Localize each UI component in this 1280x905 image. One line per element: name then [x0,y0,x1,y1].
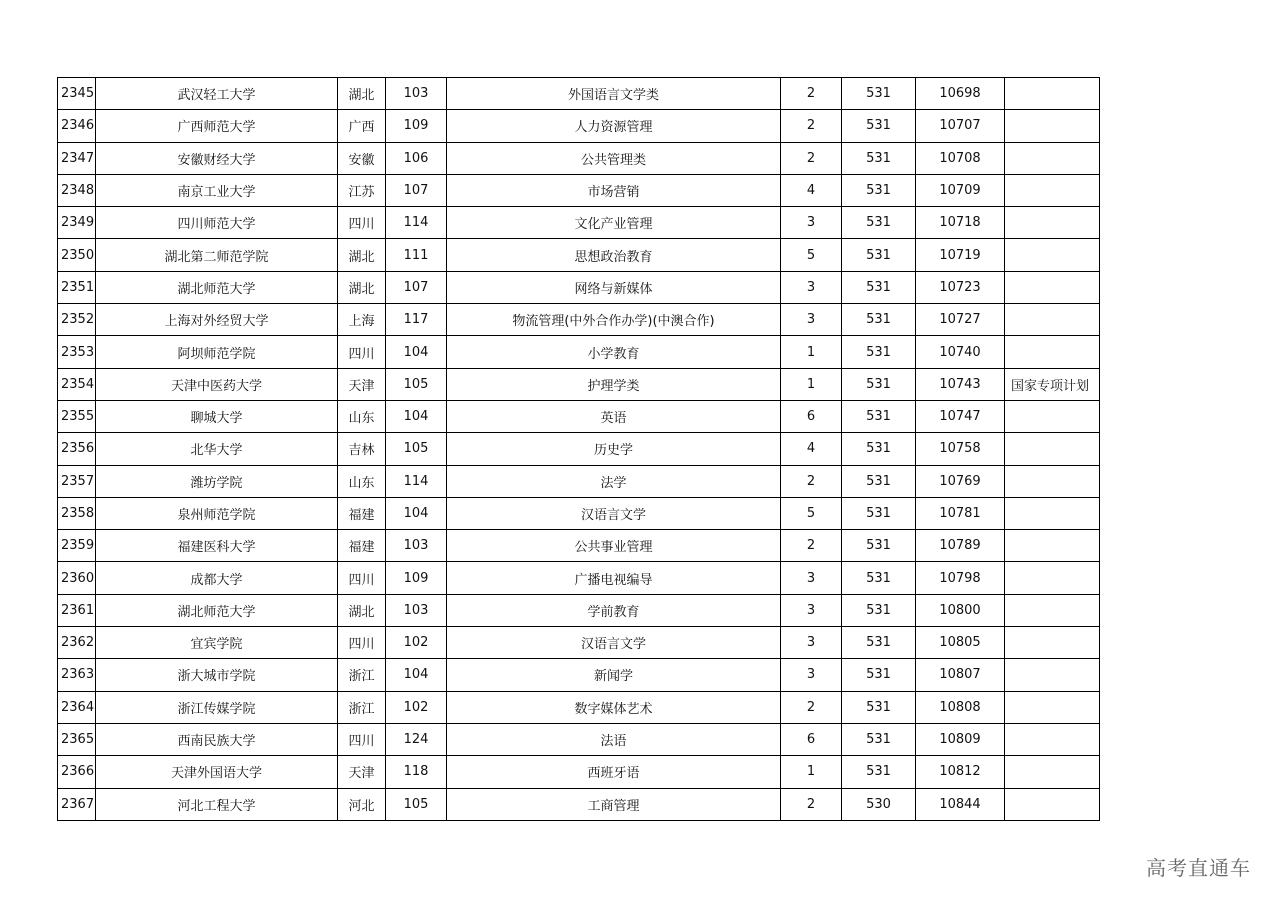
school-name-cell: 湖北第二师范学院 [96,239,338,271]
note-cell [1005,562,1100,594]
group-code-cell: 109 [386,562,447,594]
major-name-cell: 学前教育 [447,594,781,626]
score-cell: 531 [842,756,916,788]
province-cell: 湖北 [338,594,386,626]
row-number-cell: 2348 [58,174,96,206]
major-name-cell: 护理学类 [447,368,781,400]
school-code-cell: 10718 [916,207,1005,239]
note-cell [1005,530,1100,562]
major-name-cell: 网络与新媒体 [447,271,781,303]
row-number-cell: 2352 [58,304,96,336]
row-number-cell: 2347 [58,142,96,174]
group-code-cell: 102 [386,627,447,659]
score-cell: 531 [842,465,916,497]
plan-count-cell: 3 [781,207,842,239]
major-name-cell: 英语 [447,400,781,432]
note-cell [1005,174,1100,206]
table-row [58,497,1100,529]
group-code-cell: 124 [386,723,447,755]
admission-table [57,77,1100,821]
school-name-cell: 天津中医药大学 [96,368,338,400]
plan-count-cell: 2 [781,110,842,142]
score-cell: 531 [842,368,916,400]
school-code-cell: 10809 [916,723,1005,755]
note-cell [1005,465,1100,497]
group-code-cell: 118 [386,756,447,788]
group-code-cell: 103 [386,78,447,110]
table-row [58,465,1100,497]
table-row [58,239,1100,271]
major-name-cell: 广播电视编导 [447,562,781,594]
school-name-cell: 武汉轻工大学 [96,78,338,110]
row-number-cell: 2346 [58,110,96,142]
note-cell [1005,627,1100,659]
group-code-cell: 105 [386,788,447,820]
row-number-cell: 2358 [58,497,96,529]
school-code-cell: 10743 [916,368,1005,400]
note-cell [1005,659,1100,691]
row-number-cell: 2359 [58,530,96,562]
group-code-cell: 105 [386,433,447,465]
table-row [58,142,1100,174]
row-number-cell: 2361 [58,594,96,626]
school-code-cell: 10708 [916,142,1005,174]
score-cell: 531 [842,78,916,110]
row-number-cell: 2360 [58,562,96,594]
score-cell: 531 [842,174,916,206]
row-number-cell: 2364 [58,691,96,723]
school-name-cell: 浙江传媒学院 [96,691,338,723]
school-code-cell: 10727 [916,304,1005,336]
group-code-cell: 105 [386,368,447,400]
row-number-cell: 2357 [58,465,96,497]
note-cell [1005,497,1100,529]
school-name-cell: 上海对外经贸大学 [96,304,338,336]
row-number-cell: 2362 [58,627,96,659]
row-number-cell: 2355 [58,400,96,432]
major-name-cell: 人力资源管理 [447,110,781,142]
score-cell: 531 [842,271,916,303]
note-cell [1005,336,1100,368]
school-name-cell: 北华大学 [96,433,338,465]
score-cell: 531 [842,497,916,529]
school-code-cell: 10719 [916,239,1005,271]
major-name-cell: 市场营销 [447,174,781,206]
table-row [58,78,1100,110]
row-number-cell: 2345 [58,78,96,110]
score-cell: 531 [842,110,916,142]
table-row [58,530,1100,562]
row-number-cell: 2349 [58,207,96,239]
note-cell [1005,723,1100,755]
school-name-cell: 聊城大学 [96,400,338,432]
group-code-cell: 104 [386,336,447,368]
plan-count-cell: 2 [781,142,842,174]
school-name-cell: 泉州师范学院 [96,497,338,529]
row-number-cell: 2363 [58,659,96,691]
school-name-cell: 湖北师范大学 [96,594,338,626]
plan-count-cell: 2 [781,465,842,497]
school-code-cell: 10805 [916,627,1005,659]
major-name-cell: 数字媒体艺术 [447,691,781,723]
plan-count-cell: 4 [781,174,842,206]
school-name-cell: 西南民族大学 [96,723,338,755]
score-cell: 531 [842,304,916,336]
group-code-cell: 104 [386,400,447,432]
row-number-cell: 2353 [58,336,96,368]
province-cell: 四川 [338,562,386,594]
province-cell: 天津 [338,756,386,788]
province-cell: 福建 [338,497,386,529]
school-code-cell: 10758 [916,433,1005,465]
plan-count-cell: 3 [781,562,842,594]
major-name-cell: 工商管理 [447,788,781,820]
school-name-cell: 天津外国语大学 [96,756,338,788]
row-number-cell: 2367 [58,788,96,820]
plan-count-cell: 6 [781,400,842,432]
school-name-cell: 南京工业大学 [96,174,338,206]
major-name-cell: 汉语言文学 [447,497,781,529]
row-number-cell: 2356 [58,433,96,465]
province-cell: 天津 [338,368,386,400]
table-row [58,723,1100,755]
school-code-cell: 10707 [916,110,1005,142]
province-cell: 四川 [338,336,386,368]
group-code-cell: 107 [386,174,447,206]
major-name-cell: 历史学 [447,433,781,465]
table-row [58,433,1100,465]
table-row [58,400,1100,432]
row-number-cell: 2365 [58,723,96,755]
school-code-cell: 10807 [916,659,1005,691]
note-cell [1005,304,1100,336]
plan-count-cell: 2 [781,78,842,110]
school-code-cell: 10798 [916,562,1005,594]
table-row [58,756,1100,788]
note-cell [1005,239,1100,271]
table-row [58,271,1100,303]
score-cell: 531 [842,239,916,271]
note-cell [1005,271,1100,303]
major-name-cell: 思想政治教育 [447,239,781,271]
plan-count-cell: 4 [781,433,842,465]
row-number-cell: 2350 [58,239,96,271]
plan-count-cell: 5 [781,497,842,529]
province-cell: 山东 [338,465,386,497]
plan-count-cell: 3 [781,627,842,659]
school-name-cell: 四川师范大学 [96,207,338,239]
school-code-cell: 10789 [916,530,1005,562]
group-code-cell: 114 [386,207,447,239]
score-cell: 530 [842,788,916,820]
province-cell: 湖北 [338,78,386,110]
note-cell [1005,110,1100,142]
province-cell: 四川 [338,723,386,755]
group-code-cell: 102 [386,691,447,723]
plan-count-cell: 2 [781,530,842,562]
row-number-cell: 2366 [58,756,96,788]
school-code-cell: 10709 [916,174,1005,206]
school-code-cell: 10747 [916,400,1005,432]
group-code-cell: 111 [386,239,447,271]
province-cell: 上海 [338,304,386,336]
plan-count-cell: 3 [781,594,842,626]
school-code-cell: 10698 [916,78,1005,110]
table-row [58,659,1100,691]
school-code-cell: 10800 [916,594,1005,626]
province-cell: 江苏 [338,174,386,206]
province-cell: 福建 [338,530,386,562]
note-cell [1005,788,1100,820]
school-name-cell: 阿坝师范学院 [96,336,338,368]
table-row [58,562,1100,594]
table-row [58,788,1100,820]
score-cell: 531 [842,400,916,432]
plan-count-cell: 1 [781,368,842,400]
major-name-cell: 物流管理(中外合作办学)(中澳合作) [447,304,781,336]
score-cell: 531 [842,142,916,174]
table-row [58,368,1100,400]
major-name-cell: 小学教育 [447,336,781,368]
score-cell: 531 [842,562,916,594]
major-name-cell: 法学 [447,465,781,497]
province-cell: 湖北 [338,239,386,271]
province-cell: 四川 [338,207,386,239]
province-cell: 浙江 [338,659,386,691]
score-cell: 531 [842,723,916,755]
school-code-cell: 10723 [916,271,1005,303]
table-row [58,174,1100,206]
table-row [58,691,1100,723]
province-cell: 广西 [338,110,386,142]
school-code-cell: 10808 [916,691,1005,723]
score-cell: 531 [842,594,916,626]
score-cell: 531 [842,336,916,368]
group-code-cell: 106 [386,142,447,174]
table-body [58,78,1100,821]
note-cell [1005,78,1100,110]
table-row [58,336,1100,368]
plan-count-cell: 2 [781,691,842,723]
score-cell: 531 [842,627,916,659]
province-cell: 吉林 [338,433,386,465]
school-name-cell: 河北工程大学 [96,788,338,820]
score-cell: 531 [842,530,916,562]
major-name-cell: 新闻学 [447,659,781,691]
watermark: 高考直通车 [1146,856,1251,880]
major-name-cell: 汉语言文学 [447,627,781,659]
major-name-cell: 法语 [447,723,781,755]
score-cell: 531 [842,659,916,691]
plan-count-cell: 3 [781,304,842,336]
plan-count-cell: 1 [781,756,842,788]
school-name-cell: 广西师范大学 [96,110,338,142]
province-cell: 安徽 [338,142,386,174]
table-row [58,594,1100,626]
note-cell [1005,207,1100,239]
plan-count-cell: 3 [781,659,842,691]
province-cell: 四川 [338,627,386,659]
school-name-cell: 福建医科大学 [96,530,338,562]
school-name-cell: 浙大城市学院 [96,659,338,691]
note-cell [1005,433,1100,465]
note-cell [1005,400,1100,432]
school-name-cell: 安徽财经大学 [96,142,338,174]
table-row [58,110,1100,142]
school-name-cell: 湖北师范大学 [96,271,338,303]
score-cell: 531 [842,433,916,465]
plan-count-cell: 5 [781,239,842,271]
row-number-cell: 2351 [58,271,96,303]
note-cell: 国家专项计划 [1005,368,1100,400]
school-name-cell: 成都大学 [96,562,338,594]
group-code-cell: 103 [386,530,447,562]
school-code-cell: 10844 [916,788,1005,820]
score-cell: 531 [842,691,916,723]
major-name-cell: 公共管理类 [447,142,781,174]
school-code-cell: 10781 [916,497,1005,529]
major-name-cell: 外国语言文学类 [447,78,781,110]
province-cell: 浙江 [338,691,386,723]
school-name-cell: 宜宾学院 [96,627,338,659]
school-code-cell: 10769 [916,465,1005,497]
group-code-cell: 109 [386,110,447,142]
note-cell [1005,142,1100,174]
table-row [58,627,1100,659]
major-name-cell: 公共事业管理 [447,530,781,562]
table-row [58,207,1100,239]
group-code-cell: 117 [386,304,447,336]
province-cell: 山东 [338,400,386,432]
note-cell [1005,691,1100,723]
group-code-cell: 104 [386,497,447,529]
province-cell: 河北 [338,788,386,820]
school-code-cell: 10812 [916,756,1005,788]
major-name-cell: 文化产业管理 [447,207,781,239]
plan-count-cell: 2 [781,788,842,820]
score-cell: 531 [842,207,916,239]
group-code-cell: 114 [386,465,447,497]
school-code-cell: 10740 [916,336,1005,368]
group-code-cell: 107 [386,271,447,303]
group-code-cell: 104 [386,659,447,691]
row-number-cell: 2354 [58,368,96,400]
plan-count-cell: 1 [781,336,842,368]
note-cell [1005,594,1100,626]
school-name-cell: 潍坊学院 [96,465,338,497]
major-name-cell: 西班牙语 [447,756,781,788]
province-cell: 湖北 [338,271,386,303]
plan-count-cell: 3 [781,271,842,303]
group-code-cell: 103 [386,594,447,626]
plan-count-cell: 6 [781,723,842,755]
note-cell [1005,756,1100,788]
table-row [58,304,1100,336]
